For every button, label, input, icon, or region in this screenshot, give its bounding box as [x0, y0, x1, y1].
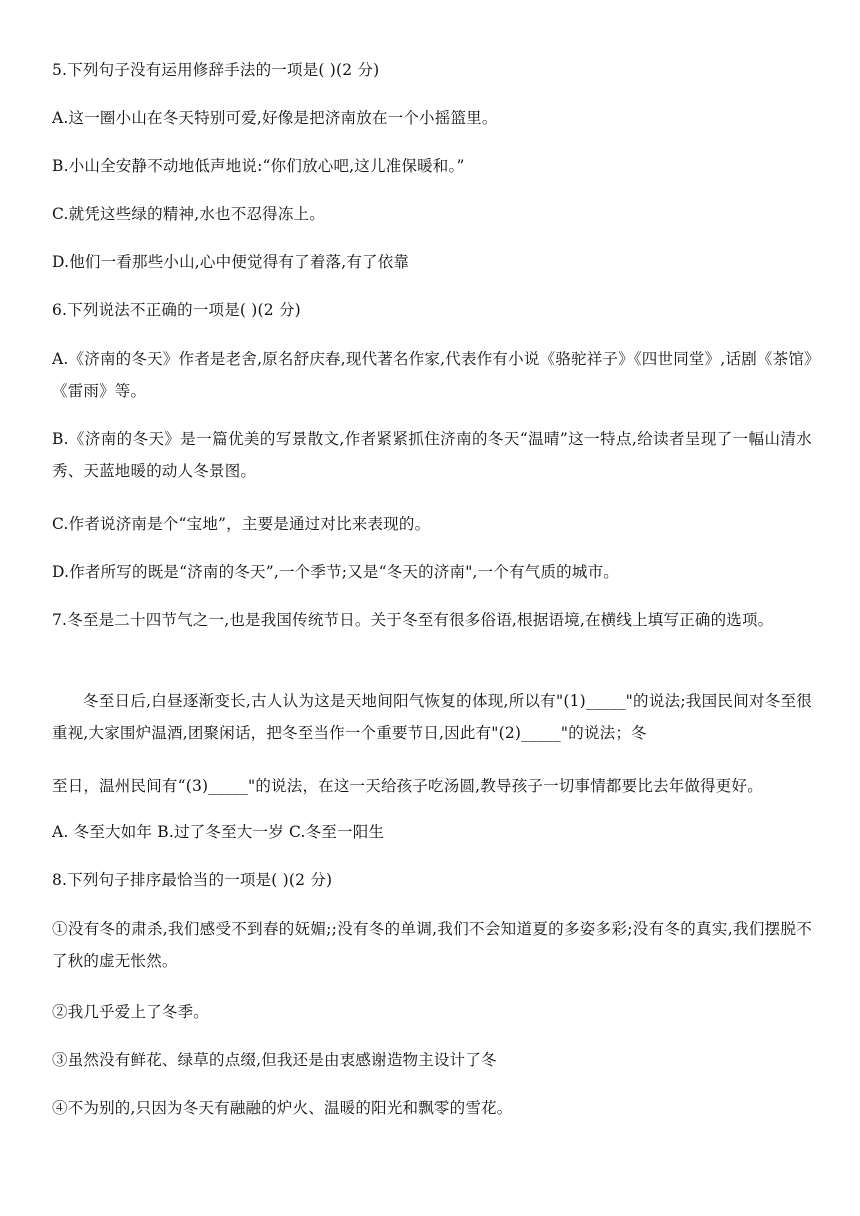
q6-option-d: D.作者所写的既是“济南的冬天”,一个季节;又是“冬天的济南",一个有气质的城市。: [52, 563, 619, 581]
q6-option-c: C.作者说济南是个“宝地”，主要是通过对比来表现的。: [52, 515, 431, 533]
q7-stem: 7.冬至是二十四节气之一,也是我国传统节日。关于冬至有很多俗语,根据语境,在横线上填写正确的选项。: [52, 611, 774, 629]
q8-sentence-3: ③虽然没有鲜花、绿草的点缀,但我还是由衷感谢造物主设计了冬: [52, 1051, 497, 1069]
q6-option-a: A.《济南的冬天》作者是老舍,原名舒庆春,现代著名作家,代表作有小说《骆驼祥子》《四世同堂》,话剧《茶馆》《雷雨》等。: [52, 350, 812, 400]
q6-option-b: B.《济南的冬天》是一篇优美的写景散文,作者紧紧抓住济南的冬天“温晴”这一特点,给读者呈现了一幅山清水秀、天蓝地暖的动人冬景图。: [52, 430, 812, 480]
q8-sentence-1: ①没有冬的肃杀,我们感受不到春的妩媚;;没有冬的单调,我们不会知道夏的多姿多彩;没有冬的真实,我们摆脱不了秋的虚无怅然。: [52, 920, 812, 970]
q5-option-c: C.就凭这些绿的精神,水也不忍得冻上。: [52, 205, 325, 223]
q5-stem: 5.下列句子没有运用修辞手法的一项是( )(2 分): [52, 61, 380, 79]
q7-passage: 冬至日后,白昼逐渐变长,古人认为这是天地间阳气恢复的体现,所以有"(1)_____"的说法;我国民间对冬至很重视,大家围炉温酒,团聚闲话，把冬至当作一个重要节日,因此有"(2)_____"的说法；冬: [52, 692, 812, 742]
q7-passage-continued: 至日，温州民间有“(3)_____"的说法，在这一天给孩子吃汤圆,教导孩子一切事情都要比去年做得更好。: [52, 777, 763, 795]
q8-sentence-2: ②我几乎爱上了冬季。: [52, 1003, 210, 1021]
q7-options: A. 冬至大如年 B.过了冬至大一岁 C.冬至一阳生: [52, 823, 385, 841]
q5-option-a: A.这一圈小山在冬天特别可爱,好像是把济南放在一个小摇篮里。: [52, 109, 498, 127]
q5-option-b: B.小山全安静不动地低声地说:“你们放心吧,这儿准保暖和。”: [52, 157, 465, 175]
q8-stem: 8.下列句子排序最恰当的一项是( )(2 分): [52, 871, 333, 889]
q6-stem: 6.下列说法不正确的一项是( )(2 分): [52, 301, 301, 319]
q8-sentence-4: ④不为别的,只因为冬天有融融的炉火、温暖的阳光和飘零的雪花。: [52, 1099, 513, 1117]
q5-option-d: D.他们一看那些小山,心中便觉得有了着落,有了依靠: [52, 253, 410, 271]
